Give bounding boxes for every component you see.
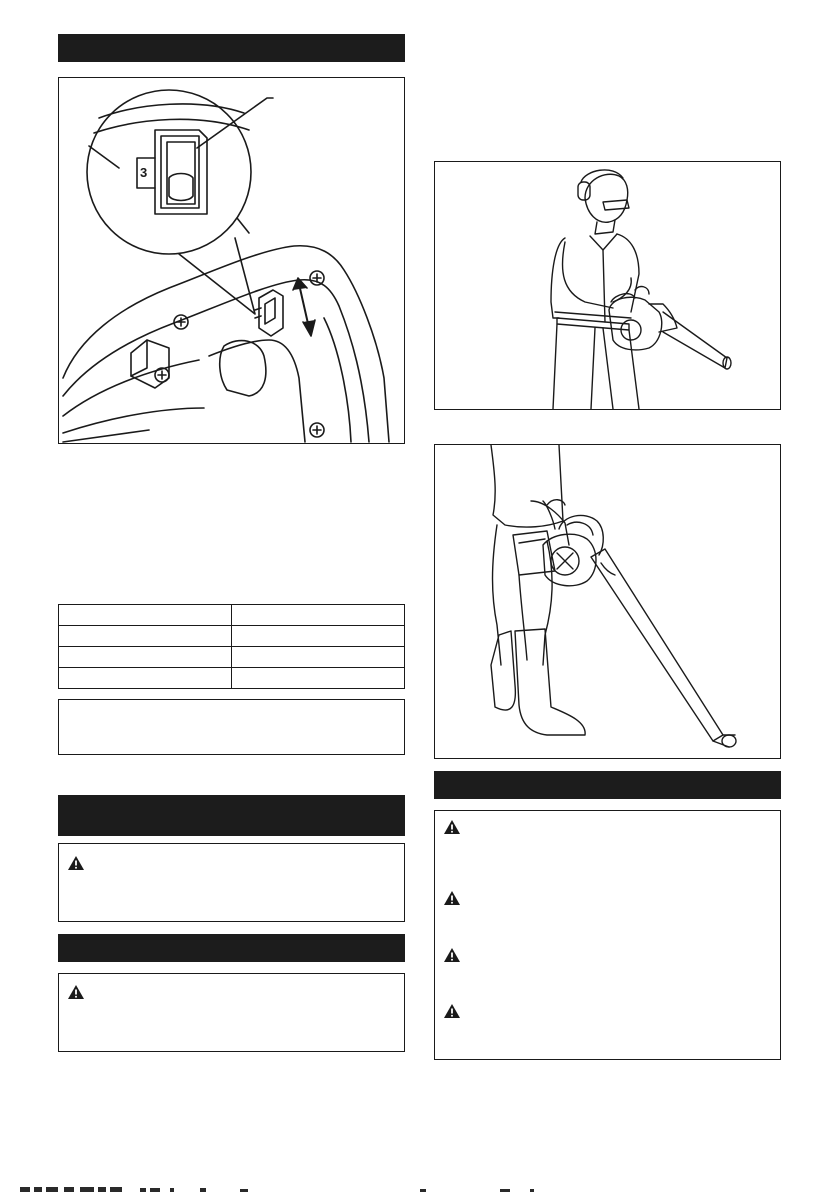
warning-triangle-icon (443, 819, 461, 835)
section-header-bar (58, 934, 405, 962)
section-header-bar (58, 34, 405, 62)
warning-box (58, 843, 405, 922)
table-row (59, 605, 405, 626)
warnings-box (434, 810, 781, 1060)
warning-triangle-icon (67, 984, 85, 1000)
warning-box (58, 973, 405, 1052)
switch-illustration (59, 78, 404, 443)
operator-figure (434, 161, 781, 410)
closeup-illustration (435, 445, 780, 758)
warning-triangle-icon (443, 947, 461, 963)
switch-figure (58, 77, 405, 444)
closeup-figure (434, 444, 781, 759)
warning-triangle-icon (67, 855, 85, 871)
speed-table (58, 604, 405, 689)
table-row (59, 626, 405, 647)
table-row (59, 668, 405, 689)
note-box (58, 699, 405, 755)
dial-number-label: 3 (140, 165, 148, 180)
operator-illustration (435, 162, 780, 409)
warning-triangle-icon (443, 890, 461, 906)
bottom-edge-strip (0, 1186, 840, 1192)
warning-triangle-icon (443, 1003, 461, 1019)
table-row (59, 647, 405, 668)
section-header-bar (58, 795, 405, 836)
section-header-bar (434, 771, 781, 799)
